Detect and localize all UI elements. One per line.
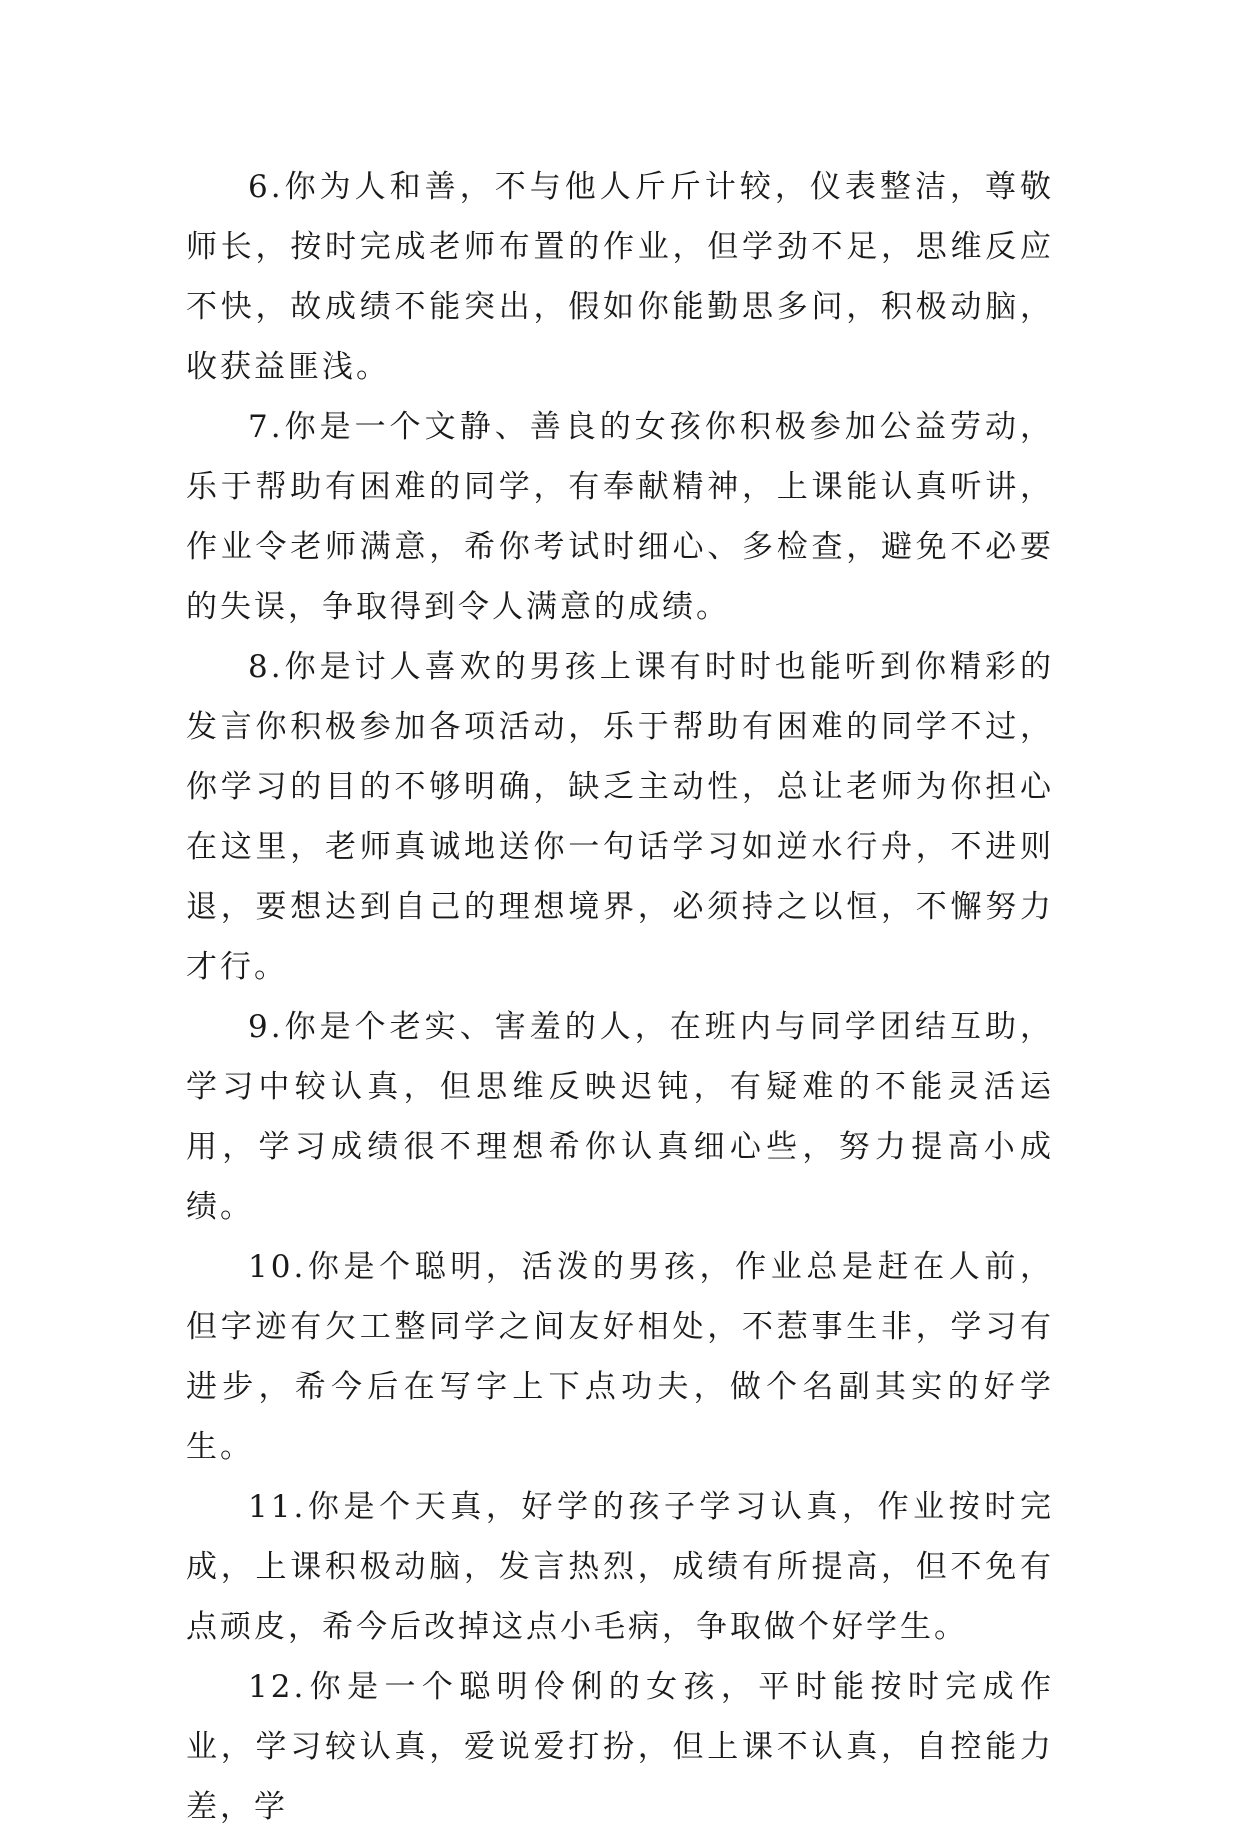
comment-paragraph-9: 9.你是个老实、害羞的人，在班内与同学团结互助，学习中较认真，但思维反映迟钝，有疑难的不能灵活运用，学习成绩很不理想希你认真细心些，努力提高小成绩。 bbox=[186, 1009, 1054, 1225]
comment-paragraph-7: 7.你是一个文静、善良的女孩你积极参加公益劳动，乐于帮助有困难的同学，有奉献精神，上课能认真听讲，作业令老师满意，希你考试时细心、多检查，避免不必要的失误，争取得到令人满意的成绩。 bbox=[186, 409, 1054, 625]
comment-paragraph-8: 8.你是讨人喜欢的男孩上课有时时也能听到你精彩的发言你积极参加各项活动，乐于帮助有困难的同学不过，你学习的目的不够明确，缺乏主动性，总让老师为你担心在这里，老师真诚地送你一句话学习如逆水行舟，不进则退，要想达到自己的理想境界，必须持之以恒，不懈努力才行。 bbox=[186, 649, 1054, 985]
comment-paragraph-6: 6.你为人和善，不与他人斤斤计较，仪表整洁，尊敬师长，按时完成老师布置的作业，但学劲不足，思维反应不快，故成绩不能突出，假如你能勤思多问，积极动脑，收获益匪浅。 bbox=[186, 169, 1054, 385]
comment-paragraph-12: 12.你是一个聪明伶俐的女孩，平时能按时完成作业，学习较认真，爱说爱打扮，但上课不认真，自控能力差，学 bbox=[186, 1669, 1054, 1825]
comment-paragraph-10: 10.你是个聪明，活泼的男孩，作业总是赶在人前，但字迹有欠工整同学之间友好相处，不惹事生非，学习有进步，希今后在写字上下点功夫，做个名副其实的好学生。 bbox=[186, 1249, 1054, 1465]
document-body bbox=[186, 157, 1054, 1837]
comment-paragraph-11: 11.你是个天真，好学的孩子学习认真，作业按时完成，上课积极动脑，发言热烈，成绩有所提高，但不免有点顽皮，希今后改掉这点小毛病，争取做个好学生。 bbox=[186, 1489, 1054, 1645]
